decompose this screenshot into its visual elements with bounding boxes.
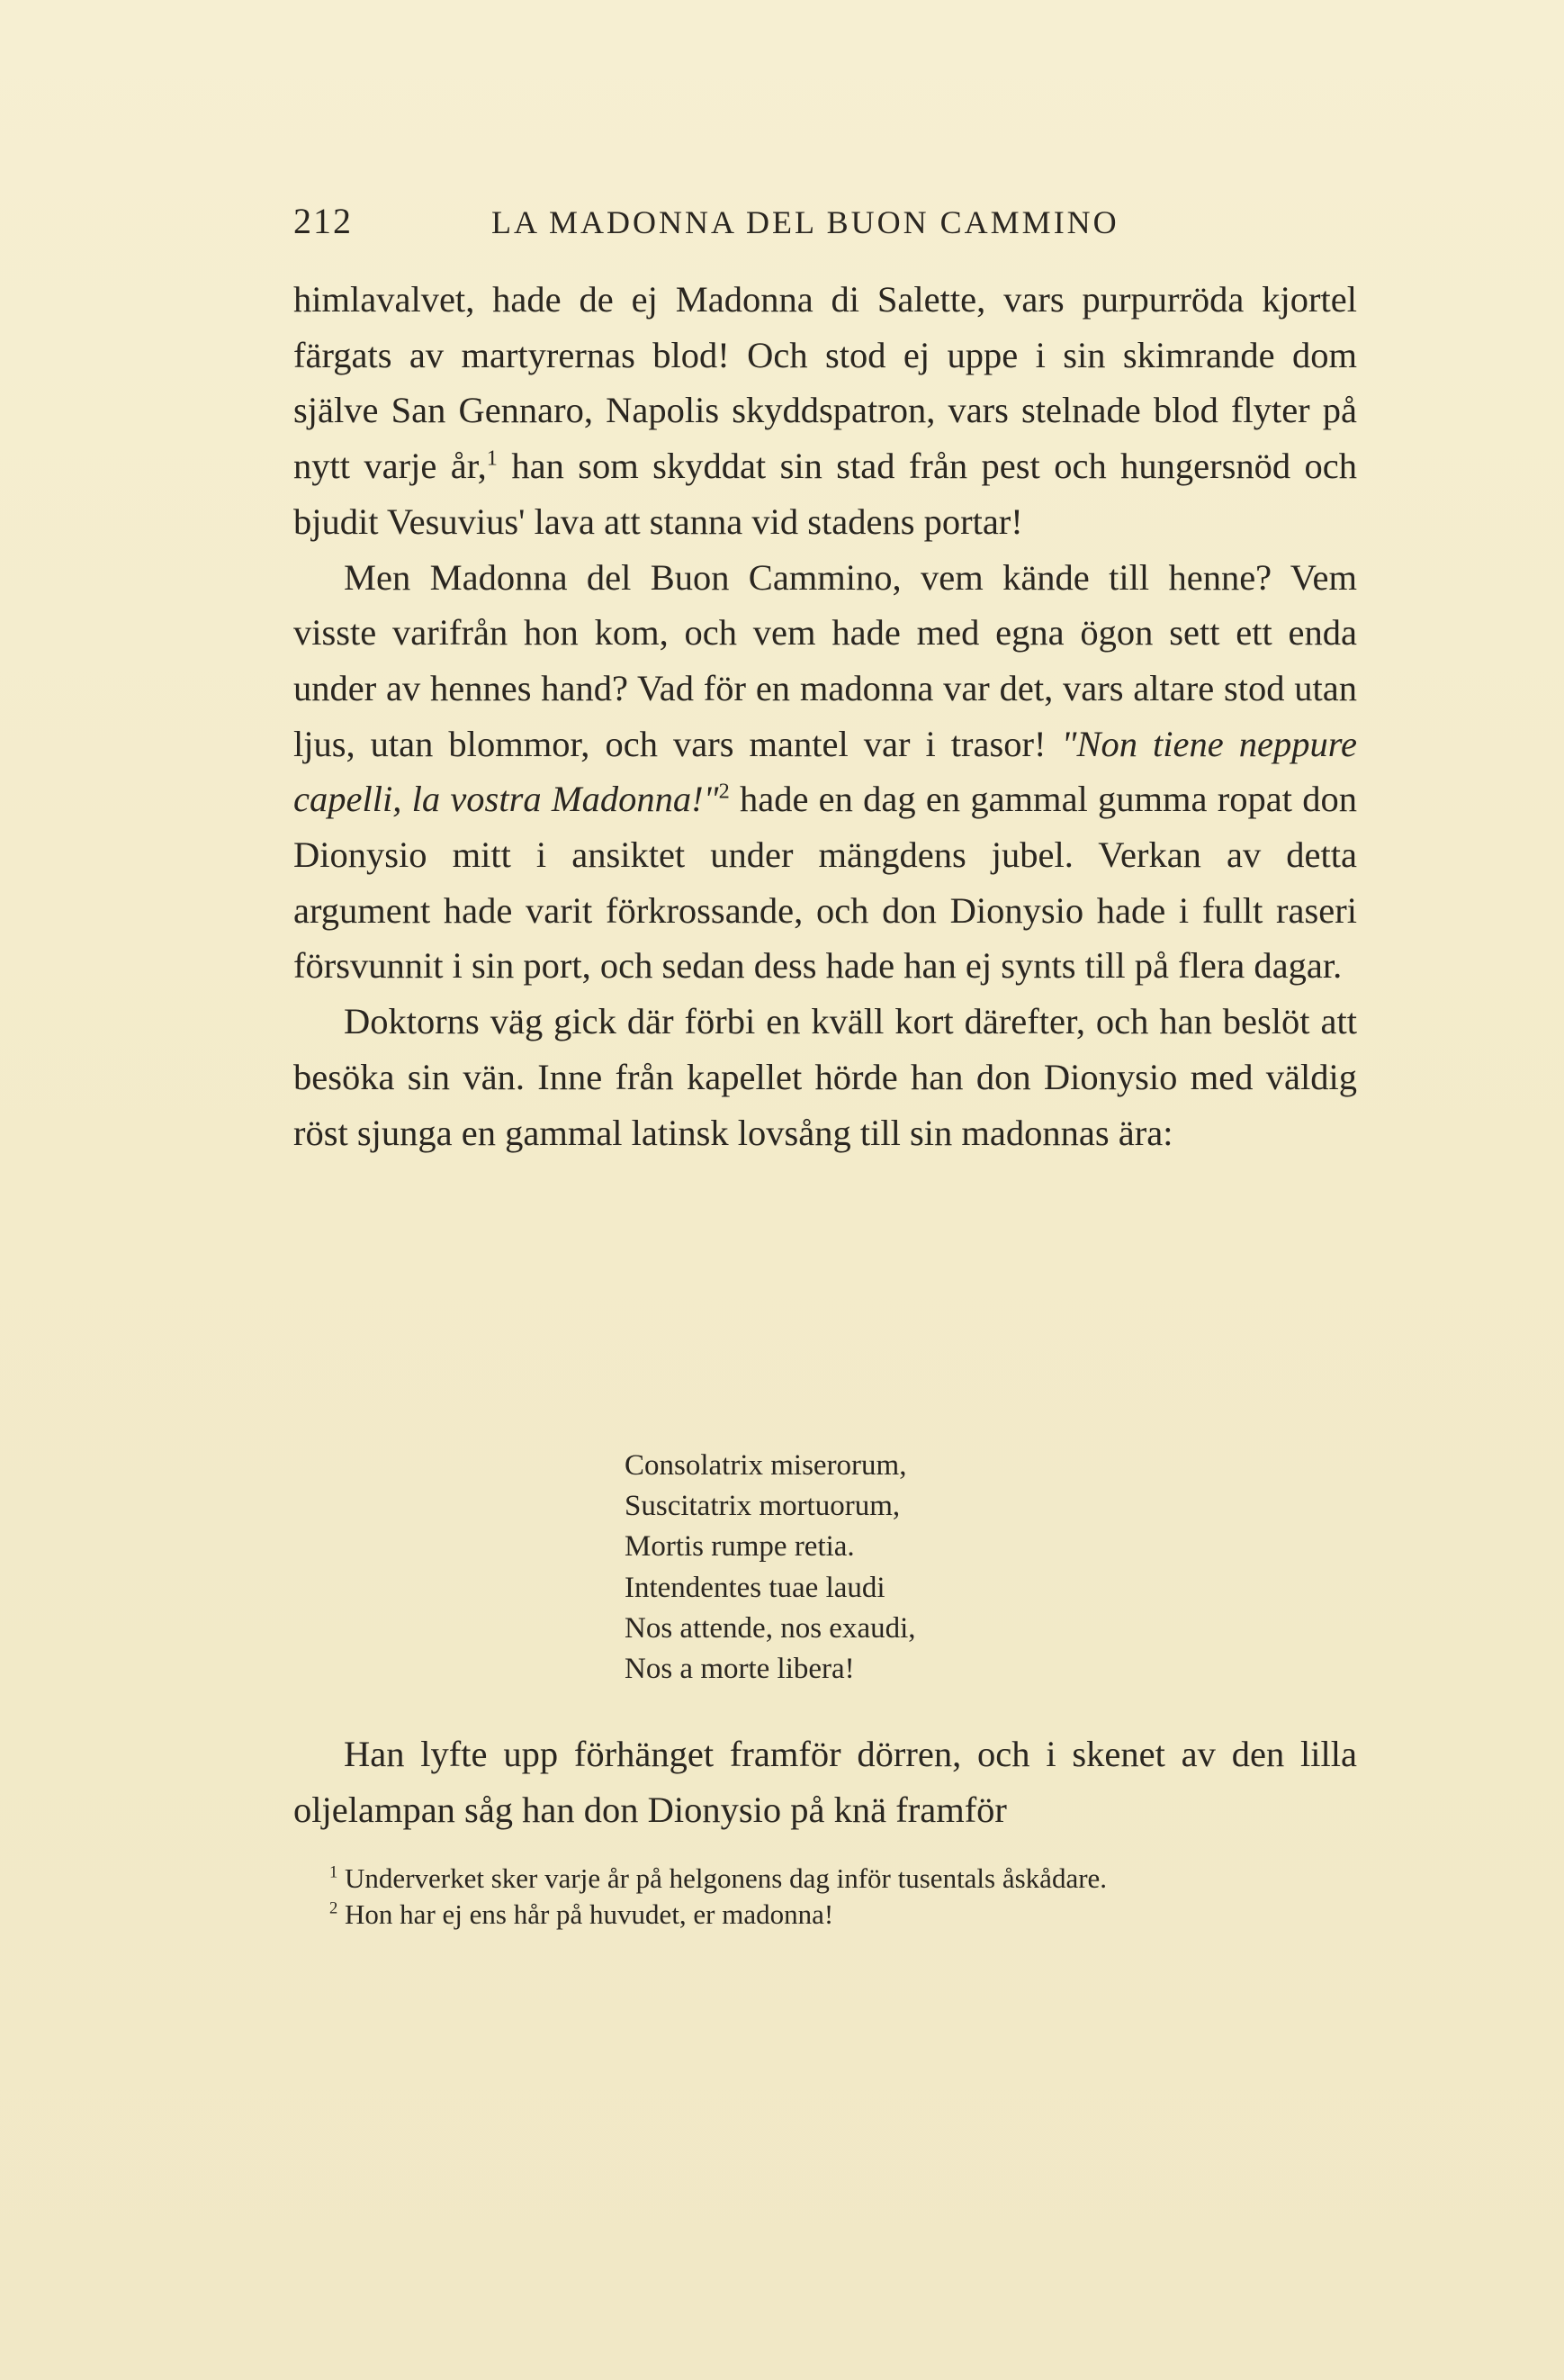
poem-line: Mortis rumpe retia. [625,1530,855,1564]
paragraph-1 [293,272,1357,550]
page-header [293,200,1355,250]
paragraph-2 [293,550,1357,995]
poem-line: Nos attende, nos exaudi, [625,1611,916,1645]
footnotes [288,1863,1355,1935]
poem-line: Suscitatrix mortuorum, [625,1490,901,1523]
poem-line: Nos a morte libera! [625,1653,855,1686]
footnote-ref-2: 2 [718,779,730,804]
latin-hymn [625,1446,916,1690]
paragraph-1-text-rest: han som skyddat sin stad från pest och hungersnöd och bjudit Vesuvius' lava att stanna vid stadens portar! [293,446,1357,542]
main-text-continued [293,1726,1357,1837]
page-number: 212 [293,201,353,241]
footnote-mark-1: 1 [329,1862,338,1882]
footnote-1 [288,1863,1355,1894]
paragraph-1-text: himlavalvet, hade de ej Madonna di Salette, vars purpurröda kjortel färgats av martyrernas blod! Och stod ej uppe i sin skimrande dom själve San Gennaro, Napolis skyddspatron, vars stelnade blod flyter på nytt varje år, [293,279,1357,487]
footnote-2-text: Hon har ej ens hår på huvudet, er madonna! [337,1898,834,1930]
poem-line: Consolatrix miserorum, [625,1449,907,1482]
footnote-2 [288,1899,1355,1930]
italian-quote: "Non tiene neppure capelli, la vostra Madonna!" [293,723,1358,820]
paragraph-2-text-b: hade en dag en gammal gumma ropat don Dionysio mitt i ansiktet under mängdens jubel. Verkan av detta argument hade varit förkrossande, och don Dionysio hade i fullt raseri försvunnit i sin port, och sedan dess hade han ej synts till på flera dagar. [293,779,1357,987]
footnote-ref-1: 1 [486,446,498,471]
running-title: LA MADONNA DEL BUON CAMMINO [491,204,1119,240]
footnote-1-text: Underverket sker varje år på helgonens dag inför tusentals åskådare. [337,1862,1108,1894]
paragraph-3: Doktorns väg gick där förbi en kväll kort därefter, och han beslöt att besöka sin vän. Inne från kapellet hörde han don Dionysio med väldig röst sjunga en gammal latinsk lovsång till sin madonnas ära: [293,1001,1357,1153]
main-text [293,272,1357,1160]
footnote-mark-2: 2 [329,1898,338,1918]
poem-line: Intendentes tuae laudi [625,1571,885,1604]
paragraph-2-text-a: Men Madonna del Buon Cammino, vem kände till henne? Vem visste varifrån hon kom, och vem hade med egna ögon sett ett enda under av hennes hand? Vad för en madonna var det, vars altare stod utan ljus, utan blommor, och vars mantel var i trasor! [293,556,1357,764]
paragraph-4: Han lyfte upp förhänget framför dörren, och i skenet av den lilla oljelampan såg han don Dionysio på knä framför [293,1734,1357,1830]
